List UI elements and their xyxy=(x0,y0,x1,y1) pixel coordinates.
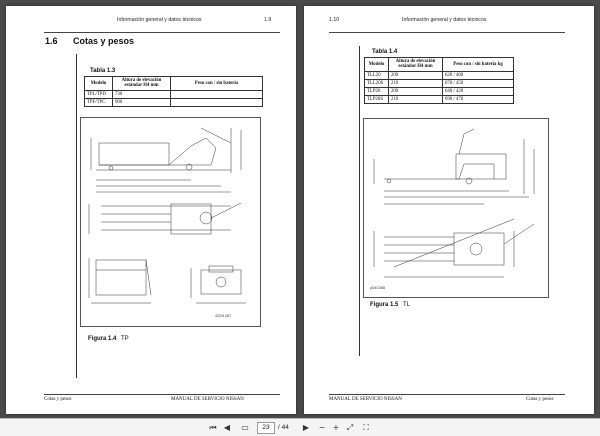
header-rule xyxy=(329,32,565,33)
pallet-truck-tl-drawing xyxy=(364,119,550,299)
margin-rule xyxy=(76,54,77,378)
page-total: / 44 xyxy=(278,424,289,431)
table-row xyxy=(365,95,514,103)
table-header-cell: Modelo xyxy=(365,58,389,72)
fullscreen-icon[interactable]: ⛶ xyxy=(363,423,369,432)
pdf-viewer-toolbar xyxy=(0,418,600,436)
margin-rule xyxy=(359,46,360,356)
footer-left: Cotas y pesos xyxy=(44,397,72,402)
zoom-in-icon[interactable]: + xyxy=(332,423,340,432)
document-page-left xyxy=(6,6,296,414)
table-cell: 210 xyxy=(389,95,443,103)
figure-caption xyxy=(88,336,129,342)
table-row xyxy=(365,87,514,95)
footer-right: MANUAL DE SERVICIO NISSAN xyxy=(171,397,244,402)
figure-label: Figura 1.4 xyxy=(88,336,117,342)
table-cell: TLP20S xyxy=(365,95,389,103)
table-cell: TPF/TPC xyxy=(85,98,113,106)
figure-name: TL xyxy=(403,302,411,308)
page-header-number: 1.9 xyxy=(264,17,272,23)
page-header-title: Información general y datos técnicos xyxy=(402,17,487,23)
spec-table xyxy=(84,76,263,107)
drawing-id: 42DH 287 xyxy=(215,314,232,318)
document-page-right xyxy=(304,6,594,414)
table-row xyxy=(85,90,263,98)
table-cell: 200 xyxy=(389,87,443,95)
fit-page-icon[interactable]: ⤢ xyxy=(346,423,354,432)
first-page-icon[interactable]: ⏮ xyxy=(209,423,217,432)
footer-left: MANUAL DE SERVICIO NISSAN xyxy=(329,397,402,402)
technical-drawing-figure xyxy=(363,118,549,298)
table-cell: 210 xyxy=(389,79,443,87)
page-nav-icon[interactable]: ▭ xyxy=(241,423,249,432)
table-header-cell: Peso con / sin batería kg xyxy=(443,58,514,72)
table-cell: TLL20S xyxy=(365,79,389,87)
section-title: Cotas y pesos xyxy=(73,36,135,46)
table-cell: TPL/TPD xyxy=(85,90,113,98)
previous-page-icon[interactable]: ◀ xyxy=(223,423,231,432)
page-number-input[interactable]: 23 xyxy=(257,422,275,434)
table-cell: 730 xyxy=(113,90,171,98)
table-row xyxy=(365,79,514,87)
figure-label: Figura 1.5 xyxy=(370,302,399,308)
table-title: Tabla 1.3 xyxy=(90,68,116,74)
table-cell xyxy=(171,98,263,106)
drawing-id: yD4C088 xyxy=(370,286,385,290)
table-row xyxy=(85,98,263,106)
table-header-cell: Altura de elevación estándar H4 mm xyxy=(113,77,171,91)
next-page-icon[interactable]: ▶ xyxy=(302,423,310,432)
table-header-cell: Altura de elevación estándar H4 mm xyxy=(389,58,443,72)
table-cell: 900 xyxy=(113,98,171,106)
section-number: 1.6 xyxy=(45,36,58,46)
footer-right: Cotas y pesos xyxy=(526,397,554,402)
zoom-out-icon[interactable]: − xyxy=(318,423,326,432)
page-header-title: Información general y datos técnicos xyxy=(117,17,202,23)
pallet-truck-side-drawing xyxy=(81,118,262,328)
footer-rule xyxy=(44,394,280,395)
figure-caption xyxy=(370,302,410,308)
technical-drawing-figure xyxy=(80,117,261,327)
table-cell: TLL20 xyxy=(365,71,389,79)
table-cell: 640 / 420 xyxy=(443,87,514,95)
table-cell: TLP20 xyxy=(365,87,389,95)
table-row xyxy=(365,71,514,79)
page-header-number: 1.10 xyxy=(329,17,340,23)
table-cell xyxy=(171,90,263,98)
table-cell: 670 / 450 xyxy=(443,79,514,87)
header-rule xyxy=(44,32,280,33)
table-cell: 690 / 470 xyxy=(443,95,514,103)
table-header-cell: Modelo xyxy=(85,77,113,91)
figure-name: TP xyxy=(121,336,129,342)
table-title: Tabla 1.4 xyxy=(372,49,398,55)
table-cell: 200 xyxy=(389,71,443,79)
footer-rule xyxy=(329,394,565,395)
table-header-cell: Peso con / sin batería xyxy=(171,77,263,91)
spec-table xyxy=(364,57,514,104)
table-cell: 620 / 400 xyxy=(443,71,514,79)
